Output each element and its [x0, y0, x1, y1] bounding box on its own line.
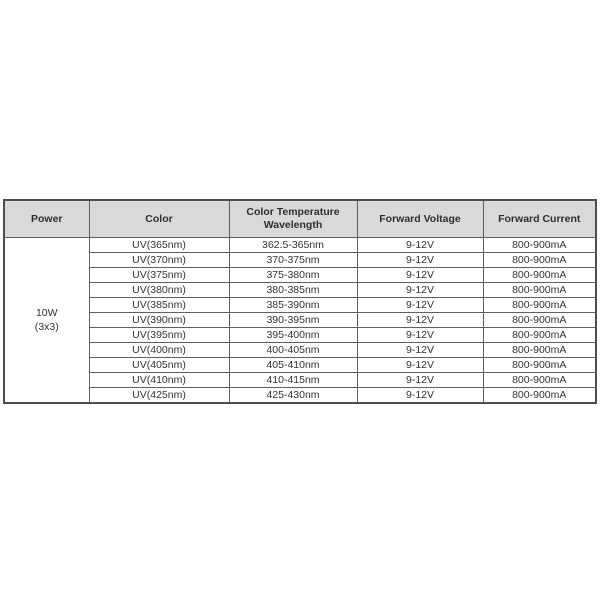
uv-led-spec-table — [3, 199, 597, 404]
cell-voltage: 9-12V — [357, 313, 483, 328]
table-row — [4, 253, 596, 268]
cell-wavelength: 405-410nm — [229, 358, 357, 373]
power-cell — [4, 238, 89, 404]
table-row — [4, 373, 596, 388]
cell-wavelength: 410-415nm — [229, 373, 357, 388]
table-row — [4, 388, 596, 404]
table-row — [4, 283, 596, 298]
cell-voltage: 9-12V — [357, 328, 483, 343]
table-row — [4, 328, 596, 343]
cell-color: UV(365nm) — [89, 238, 229, 253]
cell-current: 800-900mA — [483, 238, 596, 253]
cell-current: 800-900mA — [483, 298, 596, 313]
cell-current: 800-900mA — [483, 313, 596, 328]
cell-color: UV(410nm) — [89, 373, 229, 388]
col-header-forward-voltage: Forward Voltage — [357, 200, 483, 238]
cell-wavelength: 362.5-365nm — [229, 238, 357, 253]
col-header-color-temperature-wavelength: Color Temperature Wavelength — [229, 200, 357, 238]
cell-wavelength: 370-375nm — [229, 253, 357, 268]
cell-color: UV(425nm) — [89, 388, 229, 404]
cell-voltage: 9-12V — [357, 343, 483, 358]
cell-voltage: 9-12V — [357, 373, 483, 388]
cell-color: UV(370nm) — [89, 253, 229, 268]
header-row — [4, 200, 596, 238]
table-row — [4, 358, 596, 373]
cell-wavelength: 375-380nm — [229, 268, 357, 283]
table-row — [4, 343, 596, 358]
cell-current: 800-900mA — [483, 373, 596, 388]
table-row — [4, 313, 596, 328]
cell-voltage: 9-12V — [357, 283, 483, 298]
cell-wavelength: 390-395nm — [229, 313, 357, 328]
cell-current: 800-900mA — [483, 328, 596, 343]
table-row — [4, 298, 596, 313]
cell-wavelength: 385-390nm — [229, 298, 357, 313]
cell-voltage: 9-12V — [357, 358, 483, 373]
power-config: (3x3) — [34, 321, 59, 333]
cell-current: 800-900mA — [483, 268, 596, 283]
cell-wavelength: 380-385nm — [229, 283, 357, 298]
cell-voltage: 9-12V — [357, 298, 483, 313]
cell-color: UV(375nm) — [89, 268, 229, 283]
cell-color: UV(380nm) — [89, 283, 229, 298]
cell-wavelength: 395-400nm — [229, 328, 357, 343]
cell-wavelength: 400-405nm — [229, 343, 357, 358]
cell-voltage: 9-12V — [357, 268, 483, 283]
col-header-forward-current: Forward Current — [483, 200, 596, 238]
cell-voltage: 9-12V — [357, 253, 483, 268]
cell-current: 800-900mA — [483, 343, 596, 358]
power-value: 10W — [35, 307, 58, 319]
table-row — [4, 268, 596, 283]
cell-color: UV(395nm) — [89, 328, 229, 343]
cell-color: UV(400nm) — [89, 343, 229, 358]
cell-voltage: 9-12V — [357, 388, 483, 404]
cell-color: UV(390nm) — [89, 313, 229, 328]
table-row — [4, 238, 596, 253]
col-header-color: Color — [89, 200, 229, 238]
cell-color: UV(385nm) — [89, 298, 229, 313]
cell-current: 800-900mA — [483, 253, 596, 268]
cell-color: UV(405nm) — [89, 358, 229, 373]
cell-current: 800-900mA — [483, 388, 596, 404]
cell-current: 800-900mA — [483, 358, 596, 373]
col-header-power: Power — [4, 200, 89, 238]
cell-current: 800-900mA — [483, 283, 596, 298]
cell-wavelength: 425-430nm — [229, 388, 357, 404]
cell-voltage: 9-12V — [357, 238, 483, 253]
